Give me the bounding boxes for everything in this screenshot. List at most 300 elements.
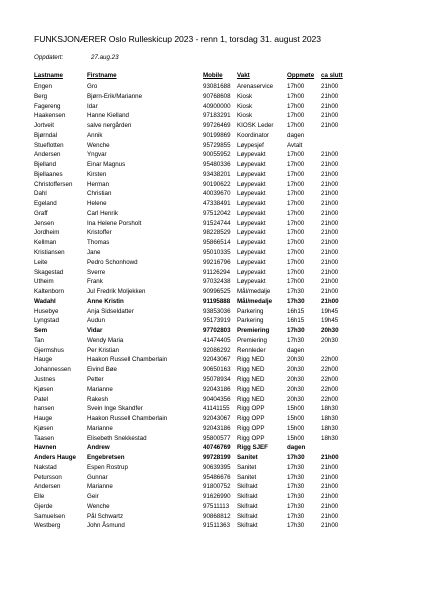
cell-oppmote: 17h30 bbox=[287, 483, 305, 491]
cell-firstname: Rakesh bbox=[87, 395, 108, 403]
cell-vakt: Kiosk bbox=[237, 112, 253, 120]
cell-mobile: 90768608 bbox=[203, 92, 231, 100]
cell-oppmote: 20h30 bbox=[287, 395, 305, 403]
cell-firstname: Hanne Kielland bbox=[87, 112, 129, 120]
cell-firstname: Geir bbox=[87, 493, 99, 501]
cell-mobile: 40900000 bbox=[203, 102, 231, 110]
cell-vakt: Rigg NED bbox=[237, 375, 265, 383]
cell-oppmote: 15h00 bbox=[287, 405, 305, 413]
cell-mobile: 99728199 bbox=[203, 454, 231, 462]
cell-oppmote: 15h00 bbox=[287, 424, 305, 432]
cell-ca-slutt: 21h00 bbox=[321, 180, 339, 188]
cell-lastname: Anders Hauge bbox=[34, 454, 76, 462]
cell-firstname: Carl Henrik bbox=[87, 209, 118, 217]
cell-vakt: Sanitet bbox=[237, 463, 257, 471]
cell-mobile: 40039670 bbox=[203, 190, 231, 198]
cell-mobile: 95800577 bbox=[203, 434, 231, 442]
cell-oppmote: 17h30 bbox=[287, 493, 305, 501]
cell-oppmote: 17h30 bbox=[287, 463, 305, 471]
cell-ca-slutt: 21h00 bbox=[321, 502, 339, 510]
cell-lastname: Jordheim bbox=[34, 229, 60, 237]
table-row bbox=[34, 502, 394, 512]
cell-vakt: Mål/medalje bbox=[237, 288, 271, 296]
cell-oppmote: 17h00 bbox=[287, 239, 305, 247]
cell-firstname: Elisebeth Snekkestad bbox=[87, 434, 147, 442]
cell-lastname: Haakensen bbox=[34, 112, 66, 120]
cell-oppmote: 17h00 bbox=[287, 170, 305, 178]
cell-oppmote: 17h00 bbox=[287, 161, 305, 169]
cell-lastname: Jortveit bbox=[34, 122, 54, 130]
cell-firstname: Marianne bbox=[87, 424, 113, 432]
table-row bbox=[34, 141, 394, 151]
cell-mobile: 97512042 bbox=[203, 209, 231, 217]
cell-vakt: Rigg NED bbox=[237, 356, 265, 364]
cell-firstname: Thomas bbox=[87, 239, 110, 247]
cell-lastname: Havnen bbox=[34, 444, 57, 452]
cell-vakt: Løypevakt bbox=[237, 268, 266, 276]
cell-oppmote: 20h30 bbox=[287, 375, 305, 383]
cell-vakt: Løypevakt bbox=[237, 161, 266, 169]
cell-oppmote: 17h00 bbox=[287, 190, 305, 198]
cell-ca-slutt: 19h45 bbox=[321, 317, 339, 325]
cell-firstname: Eivind Bøe bbox=[87, 366, 117, 374]
cell-firstname: Petter bbox=[87, 375, 104, 383]
table-row bbox=[34, 131, 394, 141]
cell-oppmote: 17h00 bbox=[287, 258, 305, 266]
cell-firstname: Andrew bbox=[87, 444, 110, 452]
cell-firstname: John Åsmund bbox=[87, 522, 125, 530]
cell-oppmote: 17h00 bbox=[287, 180, 305, 188]
cell-ca-slutt: 21h00 bbox=[321, 454, 339, 462]
cell-ca-slutt: 21h00 bbox=[321, 102, 339, 110]
table-row bbox=[34, 287, 394, 297]
cell-firstname: Haakon Russell Chamberlain bbox=[87, 356, 168, 364]
cell-ca-slutt: 22h00 bbox=[321, 375, 339, 383]
cell-firstname: Frank bbox=[87, 278, 103, 286]
cell-oppmote: Avtalt bbox=[287, 141, 303, 149]
cell-mobile: 93853036 bbox=[203, 307, 231, 315]
cell-lastname: Wadahl bbox=[34, 297, 56, 305]
table-row bbox=[34, 170, 394, 180]
cell-lastname: Samuelsen bbox=[34, 512, 65, 520]
cell-mobile: 93081688 bbox=[203, 83, 231, 90]
cell-ca-slutt: 22h00 bbox=[321, 356, 339, 364]
cell-ca-slutt: 21h00 bbox=[321, 493, 339, 501]
cell-ca-slutt: 21h00 bbox=[321, 258, 339, 266]
cell-oppmote: 17h00 bbox=[287, 92, 305, 100]
table-row bbox=[34, 238, 394, 248]
cell-ca-slutt: 20h30 bbox=[321, 336, 339, 344]
cell-firstname: Kristoffer bbox=[87, 229, 112, 237]
cell-firstname: Annik bbox=[87, 131, 103, 139]
cell-vakt: Løypevakt bbox=[237, 239, 266, 247]
table-row bbox=[34, 453, 394, 463]
cell-lastname: Johannessen bbox=[34, 366, 71, 374]
cell-vakt: Premiering bbox=[237, 336, 267, 344]
cell-firstname: Anja Sidseldatter bbox=[87, 307, 134, 315]
table-row bbox=[34, 434, 394, 444]
cell-ca-slutt: 22h00 bbox=[321, 366, 339, 374]
cell-oppmote: 17h00 bbox=[287, 102, 305, 110]
cell-oppmote: 16h15 bbox=[287, 317, 305, 325]
cell-lastname: Nakstad bbox=[34, 463, 57, 471]
cell-oppmote: 15h00 bbox=[287, 434, 305, 442]
cell-vakt: Rigg NED bbox=[237, 385, 265, 393]
cell-ca-slutt: 21h00 bbox=[321, 463, 339, 471]
table-row bbox=[34, 82, 394, 92]
document-title: FUNKSJONÆRER Oslo Rulleskicup 2023 - renn 1, torsdag 31. august 2023 bbox=[34, 34, 322, 44]
table-row bbox=[34, 395, 394, 405]
cell-lastname: hansen bbox=[34, 405, 55, 413]
cell-vakt: KIOSK Leder bbox=[237, 122, 274, 130]
table-row bbox=[34, 248, 394, 258]
cell-vakt: Skifrakt bbox=[237, 512, 258, 520]
cell-firstname: Pedro Schonhowd bbox=[87, 258, 138, 266]
cell-lastname: Berg bbox=[34, 92, 48, 100]
cell-lastname: Dahl bbox=[34, 190, 47, 198]
cell-oppmote: 20h30 bbox=[287, 366, 305, 374]
cell-vakt: Løypevakt bbox=[237, 229, 266, 237]
cell-oppmote: 17h00 bbox=[287, 219, 305, 227]
cell-vakt: Rigg OPP bbox=[237, 434, 265, 442]
cell-mobile: 91511363 bbox=[203, 522, 231, 530]
table-row bbox=[34, 121, 394, 131]
cell-ca-slutt: 21h00 bbox=[321, 483, 339, 491]
cell-firstname: Bjørn-Erik/Marianne bbox=[87, 92, 143, 100]
cell-mobile: 40746769 bbox=[203, 444, 231, 452]
cell-ca-slutt: 21h00 bbox=[321, 112, 339, 120]
cell-lastname: Andersen bbox=[34, 483, 61, 491]
cell-mobile: 98228529 bbox=[203, 229, 231, 237]
cell-firstname: Christian bbox=[87, 190, 112, 198]
cell-mobile: 93438201 bbox=[203, 170, 231, 178]
cell-lastname: Graff bbox=[34, 209, 48, 217]
cell-lastname: Petursson bbox=[34, 473, 62, 481]
table-row bbox=[34, 404, 394, 414]
cell-oppmote: dagen bbox=[287, 444, 306, 452]
cell-mobile: 95480336 bbox=[203, 161, 231, 169]
col-header-ca-slutt: ca slutt bbox=[321, 72, 343, 79]
cell-mobile: 97702803 bbox=[203, 327, 231, 335]
cell-ca-slutt: 18h30 bbox=[321, 415, 339, 423]
cell-lastname: Kellman bbox=[34, 239, 57, 247]
cell-vakt: Løypevakt bbox=[237, 151, 266, 159]
cell-oppmote: 17h00 bbox=[287, 278, 305, 286]
table-row bbox=[34, 92, 394, 102]
cell-ca-slutt: 20h30 bbox=[321, 327, 339, 335]
cell-lastname: Hauge bbox=[34, 356, 53, 364]
cell-oppmote: 15h00 bbox=[287, 415, 305, 423]
cell-lastname: Kristiansen bbox=[34, 249, 65, 257]
cell-lastname: Engen bbox=[34, 83, 52, 90]
cell-ca-slutt: 21h00 bbox=[321, 83, 339, 90]
col-header-firstname: Firstname bbox=[87, 72, 117, 79]
cell-mobile: 91626990 bbox=[203, 493, 231, 501]
cell-ca-slutt: 19h45 bbox=[321, 307, 339, 315]
cell-firstname: Herman bbox=[87, 180, 110, 188]
cell-vakt: Sanitet bbox=[237, 454, 258, 462]
cell-mobile: 91126294 bbox=[203, 268, 231, 276]
cell-firstname: Helene bbox=[87, 200, 107, 208]
cell-oppmote: 17h30 bbox=[287, 512, 305, 520]
col-header-vakt: Vakt bbox=[237, 72, 250, 79]
cell-vakt: Løypevakt bbox=[237, 200, 266, 208]
cell-oppmote: 17h00 bbox=[287, 200, 305, 208]
table-row bbox=[34, 326, 394, 336]
cell-lastname: Taasen bbox=[34, 434, 54, 442]
cell-mobile: 95866514 bbox=[203, 239, 231, 247]
cell-vakt: Kiosk bbox=[237, 92, 253, 100]
cell-vakt: Skifrakt bbox=[237, 502, 258, 510]
cell-ca-slutt: 21h00 bbox=[321, 249, 339, 257]
cell-ca-slutt: 21h00 bbox=[321, 288, 339, 296]
table-row bbox=[34, 473, 394, 483]
table-row bbox=[34, 277, 394, 287]
cell-vakt: Skifrakt bbox=[237, 483, 258, 491]
cell-ca-slutt: 21h00 bbox=[321, 170, 339, 178]
cell-vakt: Sanitet bbox=[237, 473, 257, 481]
table-row bbox=[34, 189, 394, 199]
cell-ca-slutt: 21h00 bbox=[321, 229, 339, 237]
cell-firstname: Wendy Maria bbox=[87, 336, 124, 344]
cell-firstname: Gro bbox=[87, 83, 98, 90]
cell-lastname: Bjørndal bbox=[34, 131, 58, 139]
table-row bbox=[34, 346, 394, 356]
cell-vakt: Koordinator bbox=[237, 131, 269, 139]
cell-vakt: Parkering bbox=[237, 307, 264, 315]
cell-vakt: Parkering bbox=[237, 317, 264, 325]
cell-oppmote: 20h30 bbox=[287, 385, 305, 393]
cell-ca-slutt: 21h00 bbox=[321, 161, 339, 169]
cell-lastname: Egeland bbox=[34, 200, 57, 208]
cell-lastname: Leite bbox=[34, 258, 48, 266]
table-row bbox=[34, 482, 394, 492]
cell-firstname: Gunnar bbox=[87, 473, 108, 481]
cell-oppmote: dagen bbox=[287, 346, 305, 354]
table-row bbox=[34, 160, 394, 170]
table-row bbox=[34, 424, 394, 434]
table-row bbox=[34, 268, 394, 278]
table-row bbox=[34, 297, 394, 307]
cell-mobile: 90404356 bbox=[203, 395, 231, 403]
cell-firstname: Wenche bbox=[87, 141, 110, 149]
cell-oppmote: 17h00 bbox=[287, 249, 305, 257]
cell-lastname: Bjellaanes bbox=[34, 170, 63, 178]
cell-mobile: 95729855 bbox=[203, 141, 231, 149]
cell-mobile: 99216796 bbox=[203, 258, 231, 266]
cell-firstname: Marianne bbox=[87, 385, 113, 393]
cell-ca-slutt: 21h00 bbox=[321, 268, 339, 276]
col-header-oppmote: Oppmøte bbox=[287, 72, 315, 79]
cell-ca-slutt: 18h30 bbox=[321, 434, 339, 442]
cell-mobile: 95486676 bbox=[203, 473, 231, 481]
cell-oppmote: 16h15 bbox=[287, 307, 305, 315]
table-row bbox=[34, 443, 394, 453]
cell-vakt: Rennleder bbox=[237, 346, 266, 354]
cell-firstname: Jane bbox=[87, 249, 101, 257]
cell-ca-slutt: 21h00 bbox=[321, 473, 339, 481]
cell-lastname: Tan bbox=[34, 336, 44, 344]
cell-vakt: Løypevakt bbox=[237, 278, 266, 286]
cell-ca-slutt: 21h00 bbox=[321, 278, 339, 286]
cell-vakt: Løypevakt bbox=[237, 249, 266, 257]
table-row bbox=[34, 365, 394, 375]
cell-lastname: Kaltenborn bbox=[34, 288, 64, 296]
cell-ca-slutt: 21h00 bbox=[321, 522, 339, 530]
cell-oppmote: 17h30 bbox=[287, 327, 305, 335]
cell-vakt: Løypesjef bbox=[237, 141, 264, 149]
cell-oppmote: 17h00 bbox=[287, 83, 305, 90]
cell-vakt: Mål/medalje bbox=[237, 297, 273, 305]
cell-lastname: Westberg bbox=[34, 522, 61, 530]
cell-lastname: Gjermshus bbox=[34, 346, 64, 354]
col-header-lastname: Lastname bbox=[34, 72, 63, 79]
cell-oppmote: 17h30 bbox=[287, 473, 305, 481]
cell-mobile: 41474405 bbox=[203, 336, 231, 344]
cell-lastname: Sem bbox=[34, 327, 48, 335]
cell-firstname: Kirsten bbox=[87, 170, 107, 178]
cell-lastname: Andersen bbox=[34, 151, 61, 159]
cell-mobile: 92043186 bbox=[203, 385, 231, 393]
table-row bbox=[34, 150, 394, 160]
table-row bbox=[34, 512, 394, 522]
cell-lastname: Stueflotten bbox=[34, 141, 64, 149]
cell-ca-slutt: 21h00 bbox=[321, 190, 339, 198]
cell-vakt: Løypevakt bbox=[237, 219, 266, 227]
cell-oppmote: 17h30 bbox=[287, 522, 305, 530]
cell-ca-slutt: 21h00 bbox=[321, 219, 339, 227]
cell-firstname: Vidar bbox=[87, 327, 103, 335]
cell-ca-slutt: 18h30 bbox=[321, 405, 339, 413]
table-row bbox=[34, 316, 394, 326]
cell-firstname: Audun bbox=[87, 317, 105, 325]
cell-mobile: 90650163 bbox=[203, 366, 231, 374]
cell-oppmote: 17h00 bbox=[287, 209, 305, 217]
cell-firstname: Yngvar bbox=[87, 151, 107, 159]
cell-firstname: Svein Inge Skandfer bbox=[87, 405, 143, 413]
table-row bbox=[34, 355, 394, 365]
cell-mobile: 90868812 bbox=[203, 512, 231, 520]
table-row bbox=[34, 228, 394, 238]
cell-lastname: Kjøsen bbox=[34, 385, 54, 393]
table-row bbox=[34, 414, 394, 424]
cell-vakt: Rigg NED bbox=[237, 395, 265, 403]
cell-vakt: Rigg OPP bbox=[237, 415, 265, 423]
table-row bbox=[34, 219, 394, 229]
cell-lastname: Jensen bbox=[34, 219, 54, 227]
cell-ca-slutt: 21h00 bbox=[321, 200, 339, 208]
table-row bbox=[34, 209, 394, 219]
table-row bbox=[34, 111, 394, 121]
cell-firstname: Engebretsen bbox=[87, 454, 125, 462]
cell-vakt: Løypevakt bbox=[237, 170, 266, 178]
cell-mobile: 90639395 bbox=[203, 463, 231, 471]
cell-oppmote: 17h00 bbox=[287, 268, 305, 276]
cell-mobile: 97511113 bbox=[203, 502, 230, 510]
cell-firstname: salve nergården bbox=[87, 122, 132, 130]
cell-mobile: 92043067 bbox=[203, 356, 231, 364]
cell-mobile: 97183291 bbox=[203, 112, 231, 120]
cell-mobile: 99726469 bbox=[203, 122, 231, 130]
cell-vakt: Rigg OPP bbox=[237, 424, 265, 432]
cell-ca-slutt: 22h00 bbox=[321, 385, 339, 393]
cell-vakt: Løypevakt bbox=[237, 180, 266, 188]
cell-ca-slutt: 21h00 bbox=[321, 92, 339, 100]
cell-lastname: Skagestad bbox=[34, 268, 64, 276]
cell-mobile: 95078934 bbox=[203, 375, 231, 383]
cell-oppmote: 17h00 bbox=[287, 122, 305, 130]
cell-ca-slutt: 21h00 bbox=[321, 512, 339, 520]
cell-mobile: 95173919 bbox=[203, 317, 231, 325]
cell-mobile: 90055952 bbox=[203, 151, 231, 159]
cell-lastname: Kjøsen bbox=[34, 424, 54, 432]
cell-vakt: Rigg SJEF bbox=[237, 444, 268, 452]
updated-date: 27.aug.23 bbox=[91, 54, 119, 61]
cell-firstname: Einar Magnus bbox=[87, 161, 126, 169]
cell-ca-slutt: 21h00 bbox=[321, 151, 339, 159]
cell-firstname: Espen Rostrup bbox=[87, 463, 128, 471]
table-header bbox=[34, 72, 394, 81]
cell-mobile: 91800752 bbox=[203, 483, 231, 491]
cell-vakt: Løypevakt bbox=[237, 258, 266, 266]
cell-oppmote: 17h00 bbox=[287, 229, 305, 237]
cell-mobile: 92043186 bbox=[203, 424, 231, 432]
cell-firstname: Anne Kristin bbox=[87, 297, 124, 305]
table-row bbox=[34, 492, 394, 502]
cell-ca-slutt: 21h00 bbox=[321, 209, 339, 217]
cell-mobile: 95010335 bbox=[203, 249, 231, 257]
cell-ca-slutt: 18h30 bbox=[321, 424, 339, 432]
updated-label: Oppdatert: bbox=[34, 54, 64, 61]
cell-mobile: 97032438 bbox=[203, 278, 231, 286]
cell-mobile: 90190622 bbox=[203, 180, 231, 188]
cell-mobile: 47338491 bbox=[203, 200, 231, 208]
cell-oppmote: 20h30 bbox=[287, 356, 305, 364]
cell-vakt: Skifrakt bbox=[237, 493, 258, 501]
table-row bbox=[34, 102, 394, 112]
cell-firstname: Ina Helene Porsholt bbox=[87, 219, 142, 227]
cell-oppmote: 17h30 bbox=[287, 297, 305, 305]
cell-mobile: 41141155 bbox=[203, 405, 230, 413]
cell-vakt: Rigg OPP bbox=[237, 405, 265, 413]
updated-line bbox=[34, 54, 119, 61]
table-row bbox=[34, 307, 394, 317]
cell-firstname: Pål Schwartz bbox=[87, 512, 124, 520]
table-row bbox=[34, 375, 394, 385]
cell-mobile: 91524744 bbox=[203, 219, 231, 227]
cell-firstname: Idar bbox=[87, 102, 98, 110]
cell-oppmote: 17h30 bbox=[287, 502, 305, 510]
cell-oppmote: dagen bbox=[287, 131, 305, 139]
cell-vakt: Kiosk bbox=[237, 102, 253, 110]
cell-oppmote: 17h30 bbox=[287, 288, 305, 296]
cell-vakt: Skifrakt bbox=[237, 522, 258, 530]
cell-vakt: Premiering bbox=[237, 327, 270, 335]
cell-lastname: Bjelland bbox=[34, 161, 57, 169]
cell-firstname: Haakon Russell Chamberlain bbox=[87, 415, 168, 423]
cell-mobile: 90996525 bbox=[203, 288, 231, 296]
table-row bbox=[34, 258, 394, 268]
cell-lastname: Lyngstad bbox=[34, 317, 59, 325]
cell-vakt: Rigg NED bbox=[237, 366, 265, 374]
cell-lastname: Hauge bbox=[34, 415, 53, 423]
cell-firstname: Marianne bbox=[87, 483, 113, 491]
cell-lastname: Christoffersen bbox=[34, 180, 73, 188]
staff-table bbox=[34, 82, 394, 531]
cell-firstname: Sverre bbox=[87, 268, 106, 276]
cell-lastname: Justnes bbox=[34, 375, 56, 383]
col-header-mobile: Mobile bbox=[203, 72, 223, 79]
